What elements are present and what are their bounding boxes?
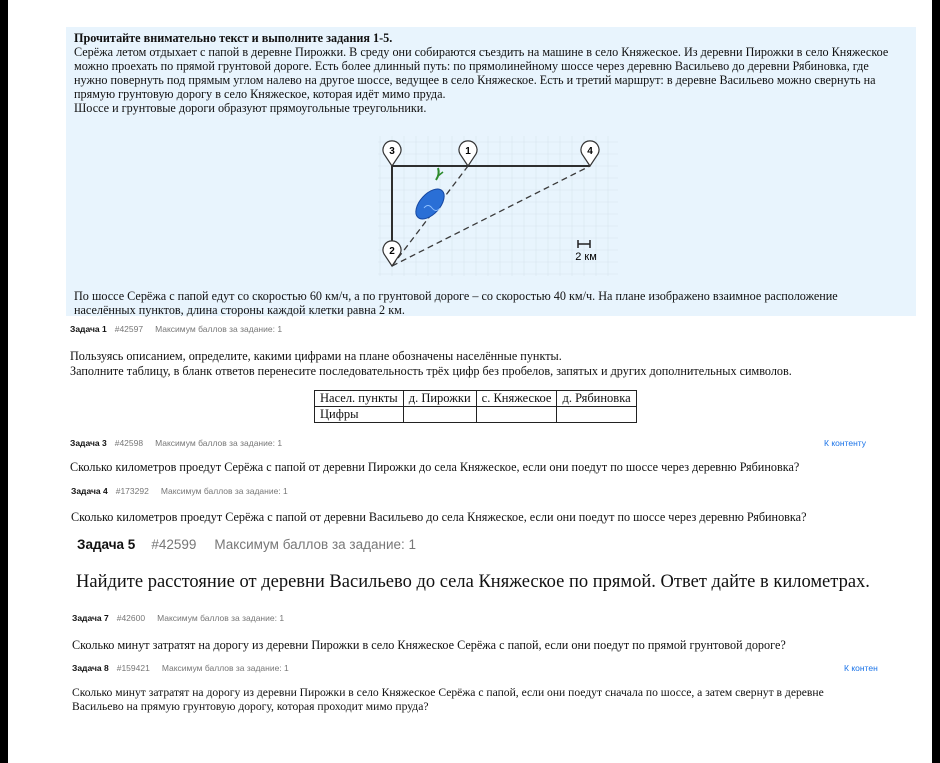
intro-title: Прочитайте внимательно текст и выполните задания 1-5.: [74, 31, 393, 45]
task-number[interactable]: #42599: [151, 537, 197, 552]
answer-cell[interactable]: [557, 407, 636, 423]
task-label: Задача 7: [72, 613, 109, 623]
task-number[interactable]: #159421: [116, 663, 150, 673]
task-1-header: [70, 324, 282, 334]
intro-line: прямую грунтовую дорогу в село Княжеское, которая идёт мимо пруда.: [74, 87, 446, 101]
pond-icon: [411, 168, 450, 224]
map-marker-1: [459, 141, 477, 166]
intro-line: Шоссе и грунтовые дороги образуют прямоугольные треугольники.: [74, 101, 427, 115]
answer-cell[interactable]: [476, 407, 557, 423]
task-max-score: Максимум баллов за задание: 1: [161, 663, 289, 673]
village-map: [378, 136, 618, 276]
task-5-header: [77, 537, 416, 552]
marker-label: 4: [587, 146, 593, 157]
map-marker-3: [383, 141, 401, 166]
marker-label: 3: [389, 146, 395, 157]
task-8-header: [72, 663, 289, 673]
table-row: [315, 391, 637, 407]
task-label: Задача 8: [72, 663, 109, 673]
task-1-text: Заполните таблицу, в бланк ответов перенесите последовательность трёх цифр без пробелов, запятых и других дополнительных символов.: [70, 364, 792, 378]
scale-bar: [575, 240, 597, 263]
task-7-text: Сколько минут затратят на дорогу из деревни Пирожки в село Княжеское Серёжа с папой, если они поедут по прямой грунтовой дороге?: [72, 638, 786, 652]
task-max-score: Максимум баллов за задание: 1: [155, 438, 283, 448]
task-number[interactable]: #42600: [116, 613, 146, 623]
table-header-cell: д. Пирожки: [403, 391, 476, 407]
task-max-score: Максимум баллов за задание: 1: [155, 324, 283, 334]
page: [8, 0, 932, 763]
task-8-text: Васильево на прямую грунтовую дорогу, которая проходит мимо пруда?: [72, 700, 429, 713]
task-number[interactable]: #42598: [114, 438, 144, 448]
task-1-text: Пользуясь описанием, определите, какими цифрами на плане обозначены населённые пункты.: [70, 349, 562, 363]
answer-cell[interactable]: [403, 407, 476, 423]
task-5-text: Найдите расстояние от деревни Васильево до села Княжеское по прямой. Ответ дайте в километрах.: [76, 572, 870, 592]
task-label: Задача 5: [77, 537, 136, 552]
task-max-score: Максимум баллов за задание: 1: [157, 613, 285, 623]
table-header-cell: Насел. пункты: [315, 391, 404, 407]
task-label: Задача 1: [70, 324, 107, 334]
table-row: [315, 407, 637, 423]
task-7-header: [72, 613, 284, 623]
answer-table: [314, 390, 637, 423]
task-max-score: Максимум баллов за задание: 1: [214, 537, 417, 552]
table-header-cell: с. Княжеское: [476, 391, 557, 407]
marker-label: 2: [389, 246, 395, 257]
to-content-link[interactable]: К контен: [844, 663, 878, 673]
intro-after-line: По шоссе Серёжа с папой едут со скоростью 60 км/ч, а по грунтовой дороге – со скоростью 40 км/ч. На плане изображено взаимное расположение: [74, 289, 838, 303]
table-header-cell: д. Рябиновка: [557, 391, 636, 407]
table-row-label: Цифры: [315, 407, 404, 423]
task-label: Задача 3: [70, 438, 107, 448]
task-3-header: [70, 438, 282, 448]
task-max-score: Максимум баллов за задание: 1: [160, 486, 288, 496]
task-label: Задача 4: [71, 486, 108, 496]
marker-label: 1: [465, 146, 471, 157]
intro-after-line: населённых пунктов, длина стороны каждой клетки равна 2 км.: [74, 303, 405, 317]
scale-label: 2 км: [575, 251, 597, 263]
task-4-header: [71, 486, 288, 496]
task-number[interactable]: #42597: [114, 324, 144, 334]
task-3-text: Сколько километров проедут Серёжа с папой от деревни Пирожки до села Княжеское, если они поедут по шоссе через деревню Рябиновка?: [70, 460, 800, 474]
task-number[interactable]: #173292: [115, 486, 149, 496]
intro-line: нужно повернуть под прямым углом налево на другое шоссе, ведущее в село Княжеское. Есть и третий маршрут: в деревне Васильево можно свернуть на: [74, 73, 876, 87]
to-content-link[interactable]: К контенту: [824, 438, 867, 448]
intro-line: можно проехать по прямой грунтовой дороге. Есть более длинный путь: по прямолинейному шоссе через деревню Васильево до деревни Рябиновка, где: [74, 59, 869, 73]
intro-line: Серёжа летом отдыхает с папой в деревне Пирожки. В среду они собираются съездить на машине в село Княжеское. Из деревни Пирожки в село Княжеское: [74, 45, 889, 59]
task-8-text: Сколько минут затратят на дорогу из деревни Пирожки в село Княжеское Серёжа с папой, если они поедут сначала по шоссе, а затем свернут в деревне: [72, 686, 824, 699]
task-4-text: Сколько километров проедут Серёжа с папой от деревни Васильево до села Княжеское, если они поедут по шоссе через деревню Рябиновка?: [71, 510, 807, 524]
